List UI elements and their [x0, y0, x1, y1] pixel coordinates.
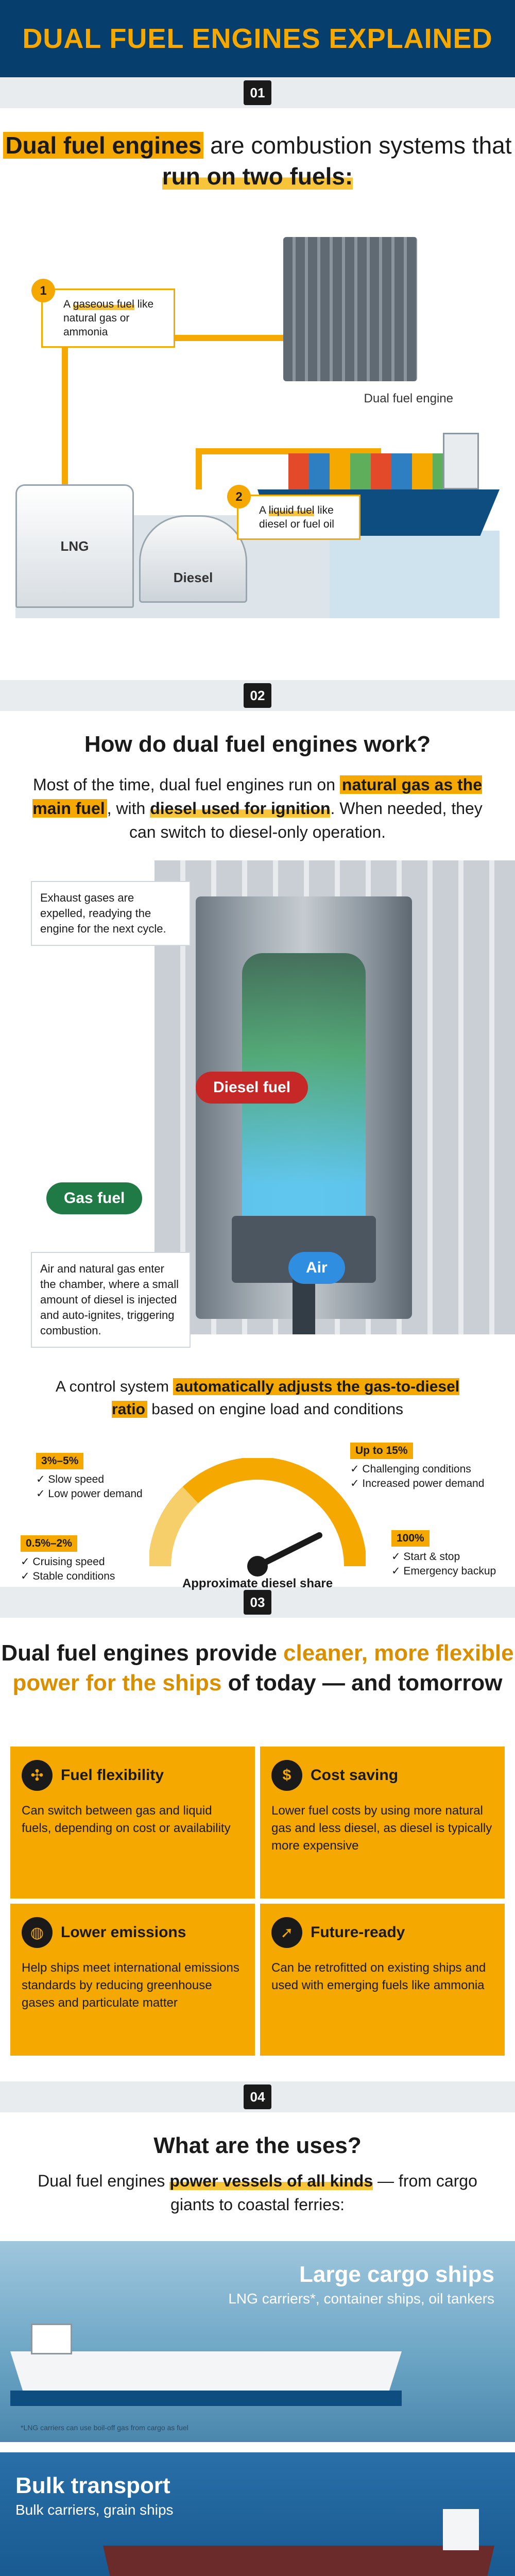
intro-b: , with — [107, 799, 150, 818]
ctrl-b: based on engine load and conditions — [147, 1401, 404, 1418]
challenging-l1: ✓ Challenging conditions — [350, 1463, 471, 1475]
diesel-fuel-pill: Diesel fuel — [196, 1072, 308, 1104]
benefit-card-future-ready — [260, 1904, 505, 2056]
arrows-icon: ✣ — [22, 1760, 53, 1791]
bulk-carrier-bridge — [443, 2509, 479, 2550]
callout-liquid-fuel — [235, 489, 360, 540]
pct-full: 100% — [391, 1530, 430, 1547]
benefit-title: Lower emissions — [61, 1924, 186, 1941]
intro-highlight-1: natural gas as the main fuel — [32, 775, 482, 818]
diesel-share-gauge — [149, 1458, 366, 1566]
ctrl-highlight: automatically adjusts the gas-to-diesel ratio — [111, 1378, 460, 1418]
diesel-pipe-vertical — [196, 448, 202, 489]
section-number-bar-1 — [0, 77, 515, 108]
uses-title: What are the uses? — [153, 2133, 362, 2158]
benefit-title: Cost saving — [311, 1767, 399, 1784]
section-number-1: 01 — [244, 80, 271, 105]
section-number-2: 02 — [244, 683, 271, 708]
benefit-card-lower-emissions — [10, 1904, 255, 2056]
note-exhaust: Exhaust gases are expelled, readying the engine for the next cycle. — [31, 881, 191, 946]
section-how-it-works — [0, 711, 515, 1590]
fuel-supply-illustration — [15, 227, 500, 639]
band-sub: Bulk carriers, grain ships — [15, 2502, 174, 2518]
band-sub: LNG carriers*, container ships, oil tankers — [228, 2291, 494, 2307]
control-lead — [0, 1376, 515, 1421]
air-pill: Air — [288, 1252, 345, 1284]
uses-lead-a: Dual fuel engines — [38, 2172, 170, 2190]
control-system — [0, 1376, 515, 1590]
band-bulk-transport — [0, 2452, 515, 2576]
section-number-bar-3 — [0, 1587, 515, 1618]
section-definition — [0, 108, 515, 680]
band-large-cargo — [0, 2241, 515, 2442]
benefit-text: Lower fuel costs by using more natural gas and less diesel, as diesel is typically more expensive — [271, 1804, 492, 1853]
gauge-svg — [149, 1458, 366, 1577]
section-number-bar-2 — [0, 680, 515, 711]
cruise-l2: ✓ Stable conditions — [21, 1570, 115, 1582]
section-number-3: 03 — [244, 1590, 271, 1615]
page-title: DUAL FUEL ENGINES EXPLAINED — [22, 23, 493, 54]
callout-badge-1: 1 — [31, 279, 55, 302]
definition-mid: are combustion systems that — [203, 132, 512, 159]
band-footnote: *LNG carriers can use boil-off gas from cargo as fuel — [21, 2424, 188, 2432]
benefit-text: Can switch between gas and liquid fuels, depending on cost or availability — [22, 1804, 231, 1835]
challenging-l2: ✓ Increased power demand — [350, 1478, 485, 1489]
containers — [288, 453, 443, 489]
header-banner — [0, 0, 515, 77]
note-air-gas: Air and natural gas enter the chamber, where a small amount of diesel is injected and auto-ignites, triggering combustion. — [31, 1252, 191, 1348]
pct-challenging: Up to 15% — [350, 1443, 413, 1459]
callout-gaseous-fuel — [40, 283, 175, 348]
intro-c: . When needed, they can switch to diesel-only operation. — [129, 799, 483, 841]
lng-label: LNG — [60, 538, 89, 554]
diesel-label: Diesel — [173, 570, 213, 585]
gauge-label-slow — [36, 1453, 143, 1501]
section-number-4: 04 — [244, 2084, 271, 2109]
uses-lead-b: — from cargo giants to coastal ferries: — [170, 2172, 477, 2214]
band-title: Large cargo ships — [299, 2262, 494, 2287]
band-label — [228, 2262, 494, 2307]
benefits-title-b: of today — and tomorrow — [221, 1670, 503, 1696]
gauge-label-full — [391, 1530, 496, 1579]
definition-title — [0, 130, 515, 192]
section-uses — [0, 2112, 515, 2576]
diesel-tank — [139, 515, 247, 603]
sea-area — [330, 531, 500, 618]
definition-highlight: run on two fuels: — [162, 163, 353, 190]
benefit-title: Fuel flexibility — [61, 1767, 164, 1784]
slow-l2: ✓ Low power demand — [36, 1488, 143, 1500]
callout2-highlight: liquid fuel — [268, 504, 315, 516]
gas-pipe-vertical — [62, 335, 68, 489]
dual-fuel-engine-icon — [283, 237, 417, 381]
gauge-arc-low — [160, 1495, 191, 1566]
benefits-grid — [10, 1747, 505, 2056]
benefit-title: Future-ready — [311, 1924, 405, 1941]
gas-fuel-pill: Gas fuel — [46, 1182, 142, 1214]
full-l2: ✓ Emergency backup — [391, 1565, 496, 1577]
gauge-needle — [258, 1535, 319, 1566]
gauge-hub — [247, 1556, 268, 1577]
engine-cutaway-illustration — [0, 860, 515, 1337]
callout1-post: like natural gas or ammonia — [63, 298, 154, 338]
engine-label: Dual fuel engine — [364, 392, 453, 405]
callout1-highlight: gaseous fuel — [73, 298, 134, 310]
band-label — [15, 2473, 174, 2518]
ctrl-a: A control system — [55, 1378, 174, 1395]
lng-carrier-bridge — [31, 2324, 72, 2354]
cruise-l1: ✓ Cruising speed — [21, 1556, 105, 1568]
how-title: How do dual fuel engines work? — [84, 732, 431, 757]
how-intro — [31, 773, 484, 844]
gauge-label: Approximate diesel share — [182, 1577, 333, 1590]
section-number-bar-4 — [0, 2081, 515, 2112]
band-title: Bulk transport — [15, 2473, 170, 2498]
benefits-title — [0, 1638, 515, 1698]
callout1-pre: A — [63, 298, 73, 310]
slow-l1: ✓ Slow speed — [36, 1473, 104, 1485]
uses-lead — [31, 2169, 484, 2216]
gauge-label-cruise — [21, 1535, 115, 1584]
definition-term: Dual fuel engines — [3, 132, 203, 159]
lng-tank — [15, 484, 134, 608]
benefit-text: Can be retrofitted on existing ships and used with emerging fuels like ammonia — [271, 1961, 486, 1992]
rocket-icon: ➚ — [271, 1917, 302, 1948]
benefits-title-a: Dual fuel engines provide — [1, 1640, 284, 1666]
uses-lead-highlight: power vessels of all kinds — [169, 2172, 373, 2190]
full-l1: ✓ Start & stop — [391, 1551, 460, 1563]
intro-a: Most of the time, dual fuel engines run on — [33, 775, 340, 794]
ship-bridge — [443, 433, 479, 489]
callout2-pre: A — [259, 504, 269, 516]
globe-icon: ◍ — [22, 1917, 53, 1948]
bulk-carrier-icon — [103, 2540, 494, 2576]
gauge-label-challenging — [350, 1443, 484, 1491]
pct-cruise: 0.5%–2% — [21, 1535, 77, 1552]
section-benefits — [0, 1618, 515, 2081]
benefit-text: Help ships meet international emissions standards by reducing greenhouse gases and particulate matter — [22, 1961, 239, 2010]
benefit-card-cost-saving — [260, 1747, 505, 1899]
intro-highlight-2: diesel used for ignition — [150, 799, 331, 818]
benefits-title-highlight: cleaner, more flexible power for the ships — [12, 1640, 514, 1696]
benefit-card-fuel-flexibility — [10, 1747, 255, 1899]
callout-badge-2: 2 — [227, 485, 251, 509]
callout2-post: like diesel or fuel oil — [259, 504, 334, 530]
lng-carrier-waterline — [10, 2391, 402, 2406]
gauge-arc — [160, 1468, 355, 1566]
pct-slow: 3%–5% — [36, 1453, 83, 1469]
connecting-rod — [293, 1278, 315, 1334]
dollar-icon: $ — [271, 1760, 302, 1791]
